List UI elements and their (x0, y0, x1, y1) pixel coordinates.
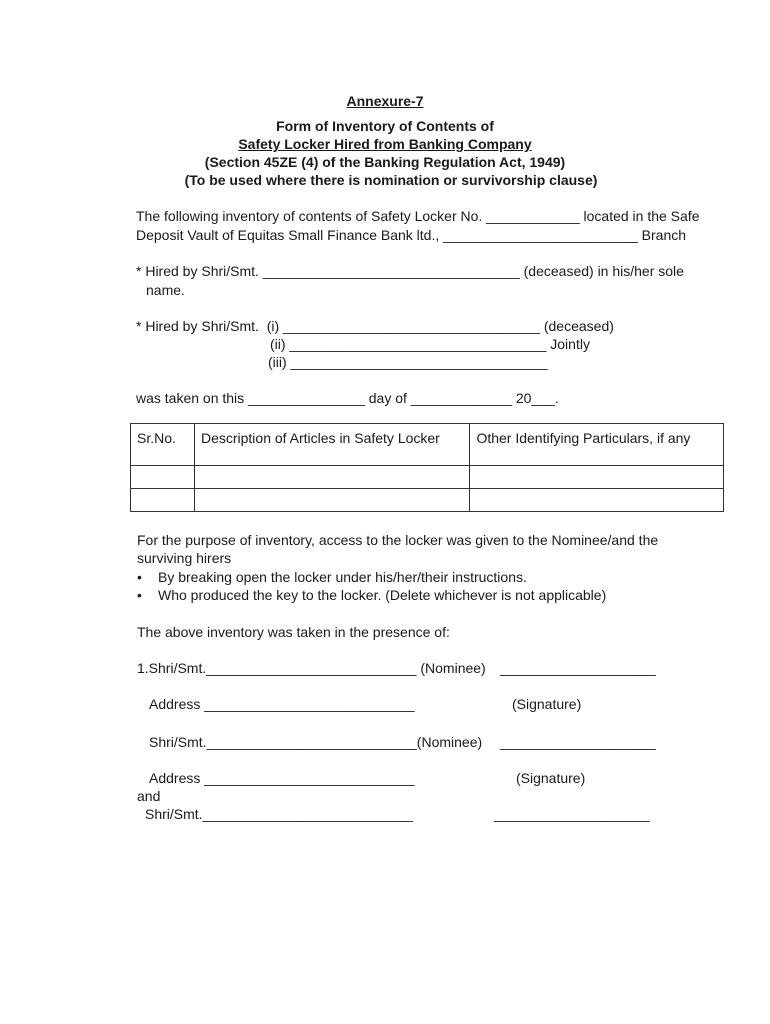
form-title: Form of Inventory of Contents of (276, 118, 494, 134)
intro-line-1: The following inventory of contents of Safety Locker No. ____________ located in the Safe (136, 208, 700, 224)
table-header-row (131, 424, 724, 466)
table-row (131, 489, 724, 512)
witness-3-name: Shri/Smt.___________________________ (145, 806, 413, 822)
bullet-icon: • (137, 569, 142, 585)
access-bullet-2: Who produced the key to the locker. (Delete whichever is not applicable) (158, 587, 607, 603)
witness-3-signature-line: ____________________ (494, 806, 650, 822)
witness-2-signature-line: ____________________ (500, 734, 656, 750)
annexure-title: Annexure-7 (346, 93, 424, 109)
witness-2-name: Shri/Smt.___________________________(Nominee) (149, 734, 483, 750)
witness-2-address: Address ___________________________ (149, 770, 415, 786)
witness-2-signature-label: (Signature) (516, 770, 586, 786)
table-row (131, 466, 724, 489)
hired-joint-line-1: * Hired by Shri/Smt. (i) _________________________________ (deceased) (136, 318, 614, 334)
bullet-icon: • (137, 587, 142, 603)
taken-on-line: was taken on this _______________ day of _____________ 20___. (136, 390, 559, 406)
table-cell (194, 489, 469, 512)
hired-sole-line-2: name. (146, 282, 185, 298)
witness-1-signature-label: (Signature) (512, 696, 582, 712)
inventory-table (130, 423, 724, 512)
intro-line-2: Deposit Vault of Equitas Small Finance Bank ltd., _________________________ Branch (136, 227, 687, 243)
presence-line: The above inventory was taken in the presence of: (137, 624, 450, 640)
header-sr-no: Sr.No. (131, 424, 195, 466)
and-text: and (137, 788, 161, 804)
table-cell (194, 466, 469, 489)
header-description: Description of Articles in Safety Locker (194, 424, 469, 466)
hired-sole-line-1: * Hired by Shri/Smt. _________________________________ (deceased) in his/her sole (136, 263, 684, 279)
header-particulars: Other Identifying Particulars, if any (470, 424, 724, 466)
table-cell (131, 489, 195, 512)
form-subtitle: Safety Locker Hired from Banking Company (238, 136, 532, 152)
witness-1-address: Address ___________________________ (149, 696, 415, 712)
section-reference: (Section 45ZE (4) of the Banking Regulation Act, 1949) (204, 154, 566, 170)
usage-note: (To be used where there is nomination or survivorship clause) (184, 172, 598, 188)
access-line-2: surviving hirers (137, 550, 232, 566)
witness-1-signature-line: ____________________ (500, 660, 656, 676)
access-line-1: For the purpose of inventory, access to the locker was given to the Nominee/and the (137, 532, 659, 548)
table-cell (470, 466, 724, 489)
hired-joint-line-2: (ii) _________________________________ Jointly (270, 336, 590, 352)
table-cell (470, 489, 724, 512)
access-bullet-1: By breaking open the locker under his/her/their instructions. (158, 569, 527, 585)
witness-1-name: 1.Shri/Smt.___________________________ (Nominee) (137, 660, 486, 676)
hired-joint-line-3: (iii) _________________________________ (268, 354, 548, 370)
table-cell (131, 466, 195, 489)
